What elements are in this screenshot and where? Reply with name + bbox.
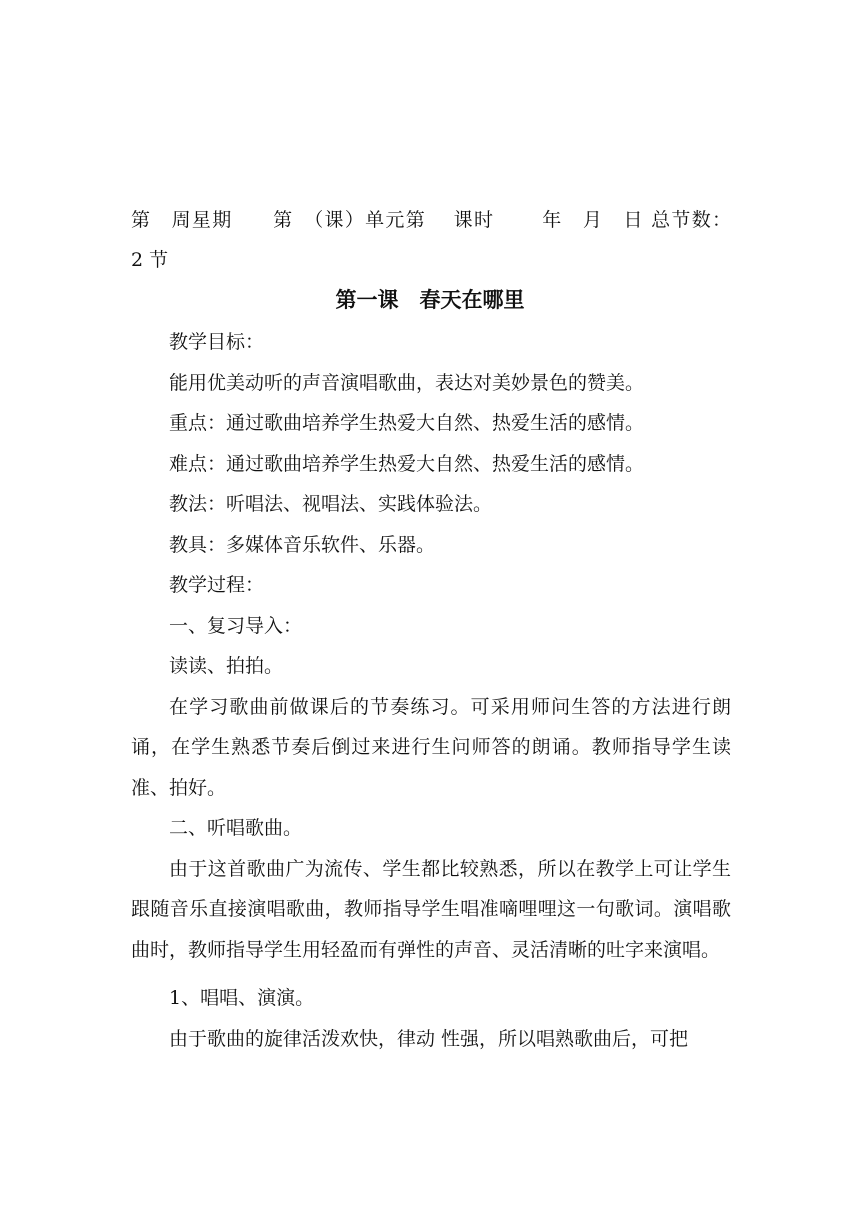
section-listen-sing-heading: 二、听唱歌曲。 <box>169 817 303 839</box>
teaching-goal-heading: 教学目标： <box>169 331 265 353</box>
teaching-tools: 教具：多媒体音乐软件、乐器。 <box>169 533 436 556</box>
teaching-method: 教法：听唱法、视唱法、实践体验法。 <box>169 493 493 515</box>
key-point: 重点：通过歌曲培养学生热爱大自然、热爱生活的感情。 <box>169 412 645 434</box>
difficult-point: 难点：通过歌曲培养学生热爱大自然、热爱生活的感情。 <box>169 452 645 475</box>
read-and-clap: 读读、拍拍。 <box>169 655 284 677</box>
listen-sing-paragraph: 由于这首歌曲广为流传、学生都比较熟悉，所以在教学上可让学生跟随音乐直接演唱歌曲，教师指导学生唱准嘀哩哩这一句歌词。演唱歌曲时，教师指导学生用轻盈而有弹性的声音、灵活清晰的吐字来演唱。 <box>131 857 731 961</box>
teaching-goal-text: 能用优美动听的声音演唱歌曲，表达对美妙景色的赞美。 <box>169 371 645 394</box>
sing-and-act-heading: 1、唱唱、演演。 <box>169 987 315 1009</box>
lesson-title: 第一课 春天在哪里 <box>335 288 525 312</box>
sing-and-act-paragraph: 由于歌曲的旋律活泼欢快，律动 性强，所以唱熟歌曲后，可把 <box>169 1027 689 1050</box>
lesson-header-continuation: 2 节 <box>131 249 169 271</box>
section-review-heading: 一、复习导入： <box>169 614 303 637</box>
teaching-process-heading: 教学过程： <box>169 574 265 596</box>
rhythm-practice-paragraph: 在学习歌曲前做课后的节奏练习。可采用师问生答的方法进行朗诵，在学生熟悉节奏后倒过来进行生问师答的朗诵。教师指导学生读准、拍好。 <box>131 695 731 799</box>
lesson-header-line: 第 周星期 第 （课）单元第 课时 年 月 日 总节数： <box>131 209 731 231</box>
lesson-body <box>131 322 731 1059</box>
